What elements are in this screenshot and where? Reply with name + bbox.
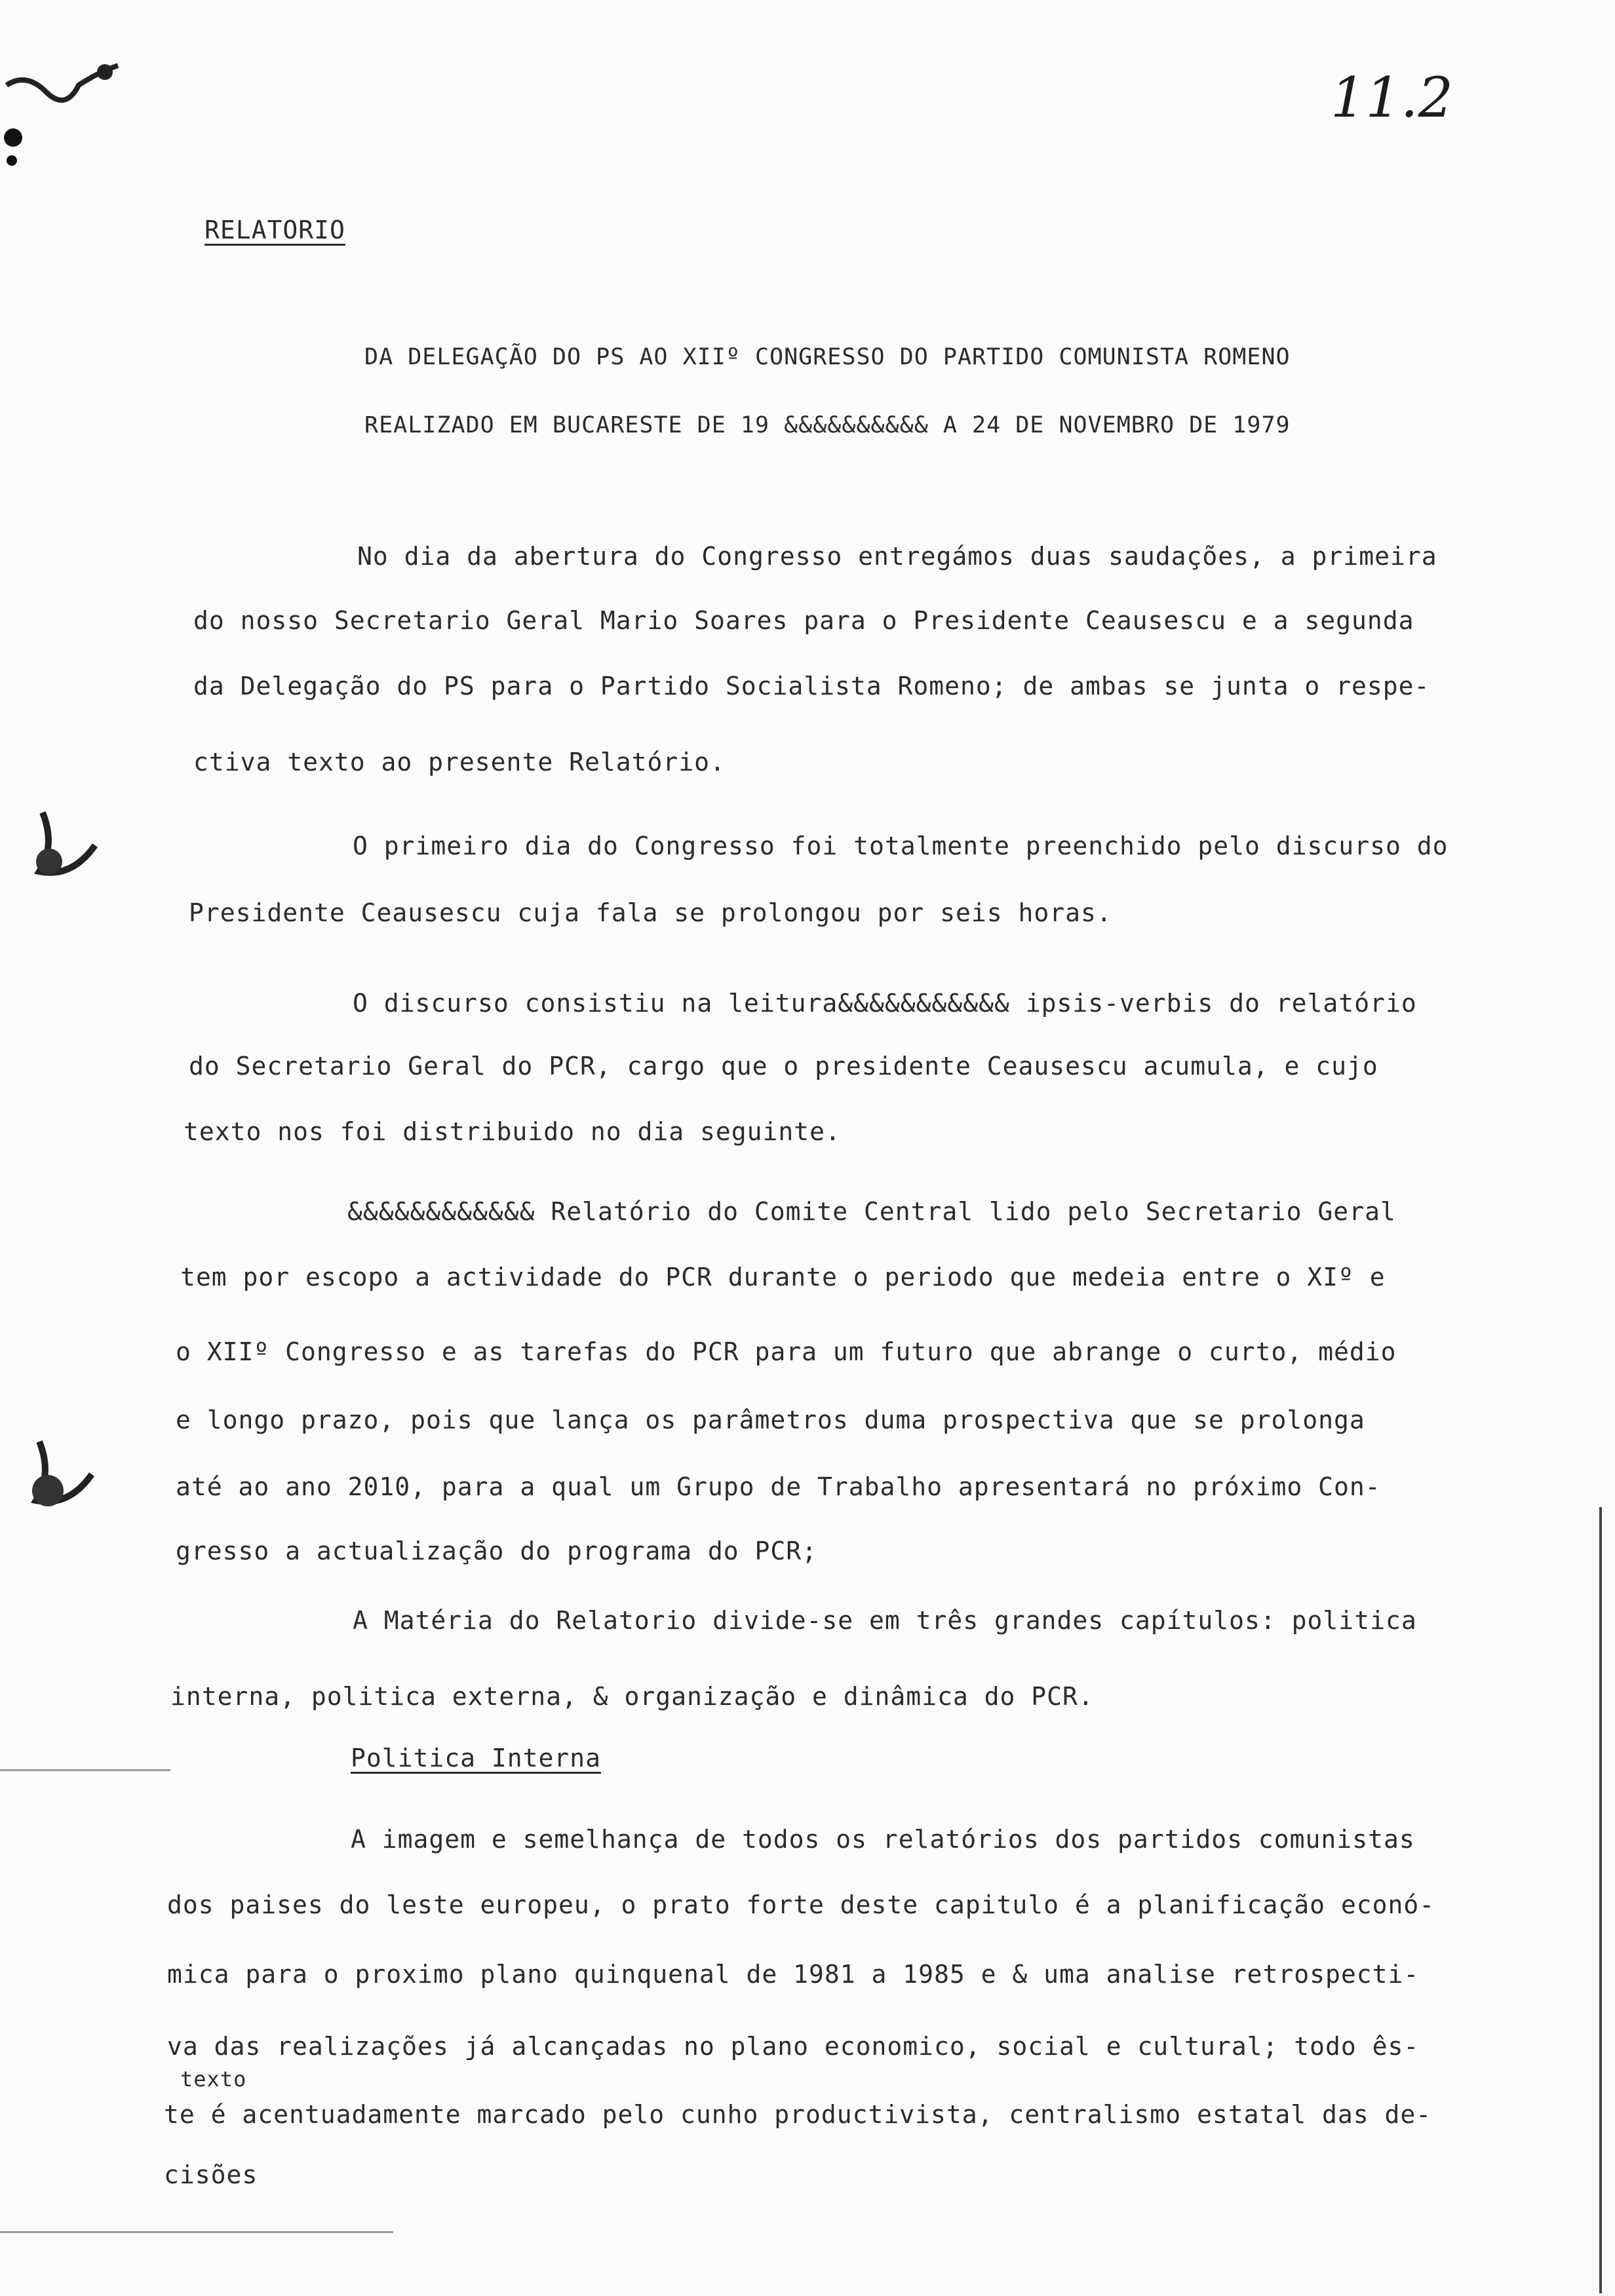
- body-line: A Matéria do Relatorio divide-se em três grandes capítulos: politica: [353, 1606, 1417, 1635]
- body-line: do Secretario Geral do PCR, cargo que o presidente Ceausescu acumula, e cujo: [189, 1052, 1378, 1081]
- section-line: mica para o proximo plano quinquenal de 1981 a 1985 e & uma analise retrospecti-: [167, 1960, 1420, 1989]
- scan-right-edge: [1599, 1507, 1602, 2293]
- page-number: 11.2: [1331, 66, 1454, 130]
- body-line: texto nos foi distribuido no dia seguinte.: [184, 1117, 841, 1146]
- body-line: &&&&&&&&&&&& Relatório do Comite Central lido pelo Secretario Geral: [347, 1197, 1396, 1226]
- section-line: va das realizações já alcançadas no plano economico, social e cultural; todo ês-: [167, 2032, 1420, 2061]
- body-line: o XIIº Congresso e as tarefas do PCR para um futuro que abrange o curto, médio: [176, 1337, 1397, 1366]
- scan-edge-line-lower: [0, 2231, 393, 2233]
- subtitle-line-1: DA DELEGAÇÃO DO PS AO XIIº CONGRESSO DO PARTIDO COMUNISTA ROMENO: [364, 344, 1291, 370]
- section-line: te é acentuadamente marcado pelo cunho productivista, centralismo estatal das de-: [164, 2100, 1432, 2129]
- body-line: do nosso Secretario Geral Mario Soares para o Presidente Ceausescu e a segunda: [193, 606, 1414, 635]
- body-line: No dia da abertura do Congresso entregámos duas saudações, a primeira: [357, 542, 1437, 571]
- body-line: tem por escopo a actividade do PCR durante o periodo que medeia entre o XIº e: [180, 1263, 1386, 1292]
- section-line: A imagem e semelhança de todos os relatórios dos partidos comunistas: [351, 1825, 1415, 1854]
- scan-edge-line-upper: [0, 1769, 170, 1771]
- section-line: cisões: [164, 2160, 258, 2189]
- punch-hole-mark-lower: [23, 1428, 102, 1514]
- punch-hole-mark-upper: [26, 799, 105, 885]
- document-title: RELATORIO: [204, 216, 345, 244]
- body-line: O primeiro dia do Congresso foi totalmente preenchido pelo discurso do: [353, 832, 1449, 860]
- body-line: da Delegação do PS para o Partido Socialista Romeno; de ambas se junta o respe-: [193, 672, 1430, 700]
- body-line: ctiva texto ao presente Relatório.: [193, 748, 726, 776]
- body-line: até ao ano 2010, para a qual um Grupo de Trabalho apresentará no próximo Con-: [176, 1472, 1381, 1501]
- body-line: Presidente Ceausescu cuja fala se prolongou por seis horas.: [189, 898, 1112, 927]
- body-line: interna, politica externa, & organização e dinâmica do PCR.: [170, 1682, 1094, 1711]
- body-line: e longo prazo, pois que lança os parâmetros duma prospectiva que se prolonga: [176, 1406, 1365, 1434]
- section-line: texto: [180, 2067, 247, 2092]
- section-line: dos paises do leste europeu, o prato forte deste capitulo é a planificação econó-: [167, 1890, 1435, 1919]
- section-heading: Politica Interna: [351, 1744, 602, 1772]
- subtitle-line-2: REALIZADO EM BUCARESTE DE 19 &&&&&&&&&& A 24 DE NOVEMBRO DE 1979: [364, 412, 1291, 438]
- body-line: O discurso consistiu na leitura&&&&&&&&&&& ipsis-verbis do relatório: [353, 989, 1417, 1018]
- body-line: gresso a actualização do programa do PCR;: [176, 1537, 817, 1565]
- ink-smudge-top-left: [0, 26, 184, 183]
